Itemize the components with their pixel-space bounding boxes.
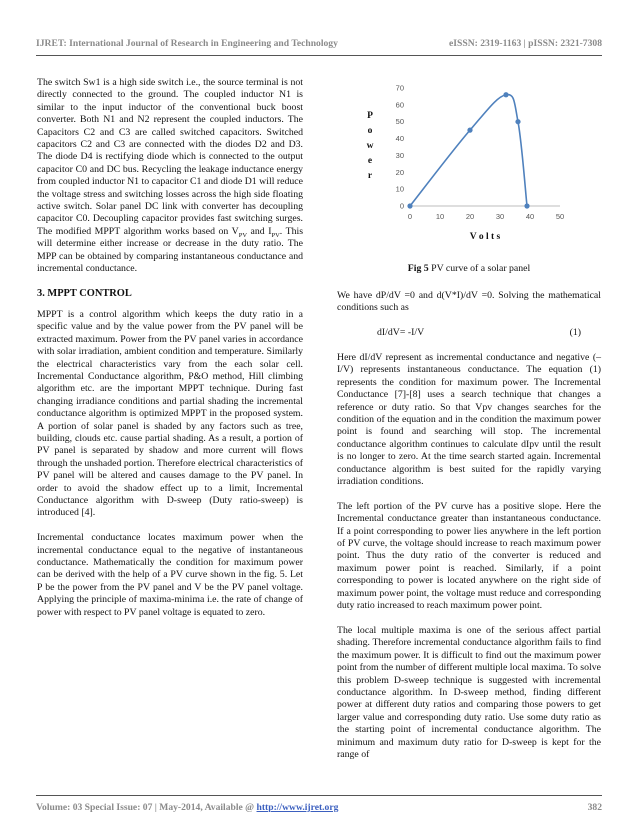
x-tick-label: 20 xyxy=(465,212,475,221)
x-tick-label: 10 xyxy=(435,212,445,221)
pv-curve-chart xyxy=(355,78,580,254)
x-tick-label: 50 xyxy=(555,212,565,221)
issn-text: eISSN: 2319-1163 | pISSN: 2321-7308 xyxy=(449,38,602,49)
footer-link[interactable]: http://www.ijret.org xyxy=(256,802,339,813)
section-heading: 3. MPPT CONTROL xyxy=(37,287,132,299)
left-column xyxy=(37,77,303,631)
x-tick-label: 0 xyxy=(407,212,413,221)
data-point xyxy=(503,92,508,97)
footer-volume: Volume: 03 Special Issue: 07 | May-2014, Available @ http://www.ijret.org xyxy=(36,802,339,813)
paragraph: The left portion of the PV curve has a positive slope. Here the Incremental conductance greater than instantaneous conductance. If a point corresponding to power lies anywhere in the left portion of PV curve, the voltage should increase to reach maximum power point. Thus the duty ratio of the converter is reduced and maximum power point is reached. Similarly, if a point corresponding to power is located anywhere on the right side of maximum power point, the voltage must reduce and corresponding duty ratio increased to reach maximum power point. xyxy=(337,500,601,612)
paragraph: We have dP/dV =0 and d(V*I)/dV =0. Solving the mathematical conditions such as xyxy=(337,290,601,314)
x-tick-label: 40 xyxy=(525,212,535,221)
data-point xyxy=(467,128,472,133)
y-label-letter: P xyxy=(367,111,373,121)
y-tick-label: 70 xyxy=(395,83,404,93)
y-tick-label: 60 xyxy=(395,100,404,110)
y-tick-label: 50 xyxy=(395,117,404,127)
paragraph: Incremental conductance locates maximum power when the incremental conductance equal to the negative of instantaneous conductance. Mathematically the condition for maximum power can be derived with the help of a PV curve shown in the fig. 5. Let P be the power from the PV panel and V be the PV panel voltage. Applying the principle of maxima-minima i.e. the rate of change of power with respect to PV panel voltage is equated to zero. xyxy=(37,532,303,618)
data-point xyxy=(515,119,520,124)
pv-curve-figure xyxy=(355,78,580,254)
equation-number: (1) xyxy=(569,327,581,339)
paragraph: Here dI/dV represent as incremental conductance and negative (–I/V) represents instantaneous conductance. The equation (1) represents the condition for maximum power. The Incremental Conductance [7]-[8] uses a search technique that changes a reference or duty ratio. So that Vpv changes searches for the condition of the equation and in the condition the maximum power point is found and searching will stop. The incremental conductance algorithm continues to calculate dIpv until the result is no longer to zero. At the time search started again. Incremental conductance algorithm is best suited for the rapidly varying irradiation conditions. xyxy=(337,352,601,488)
paragraph: The local multiple maxima is one of the serious affect partial shading. Therefore incremental conductance algorithm fails to find the maximum power. It is difficult to find out the maximum power point from the number of different multiple local maxima. To solve this problem D-sweep technique is suggested with incremental conductance algorithm. In D-sweep method, finding different power at different duty ratios and comparing those powers to get larger value and corresponding duty ratio. Use some duty ratio as the starting point of incremental conductance algorithm. The minimum and maximum duty ratio for D-sweep is kept for the range of xyxy=(337,624,601,760)
y-label-letter: w xyxy=(366,141,374,151)
y-label-letter: o xyxy=(367,126,373,136)
x-tick-label: 30 xyxy=(495,212,505,221)
data-point xyxy=(524,203,529,208)
figure-caption: Fig 5 PV curve of a solar panel xyxy=(407,263,531,274)
header-rule xyxy=(36,55,602,56)
y-tick-label: 20 xyxy=(395,167,404,177)
equation-1 xyxy=(337,327,601,339)
right-column xyxy=(337,290,601,774)
footer-rule xyxy=(36,795,602,796)
y-tick-label: 10 xyxy=(395,184,404,194)
x-axis-label: V o l t s xyxy=(469,232,501,242)
equation-text: dI/dV= -I/V xyxy=(377,327,425,339)
page-number: 382 xyxy=(587,802,602,813)
journal-title: IJRET: International Journal of Research in Engineering and Technology xyxy=(36,38,338,49)
paragraph: MPPT is a control algorithm which keeps the duty ratio in a specific value and by the value power from the PV panel will be extracted maximum. Power from the PV panel varies in accordance with solar irradiation, ambient condition and temperature. Similarly the electrical characteristics vary from the each solar cell. Incremental Conductance algorithm, P&O method, Hill climbing algorithm etc. are the important MPPT technique. During fast changing irradiance conditions and partial shading the incremental conductance algorithm is optimized MPPT in the proposed system. A portion of solar panel is shaded by any factors such as tree, building, clouds etc. cause partial shading. As a result, a portion of PV panel is separated by shadow and more current will flows through the unshaded portion. Therefore electrical characteristics of PV panel will be altered and causes damage to the PV panel. In order to avoid the shadow effect up to a limit, Incremental Conductance algorithm with D-sweep (Duty ratio-sweep) is introduced [4]. xyxy=(37,308,303,519)
series-line-power xyxy=(410,95,527,206)
y-label-letter: e xyxy=(367,156,373,166)
data-point xyxy=(407,203,412,208)
y-tick-label: 30 xyxy=(395,150,404,160)
y-tick-label: 40 xyxy=(395,134,404,144)
paragraph: The switch Sw1 is a high side switch i.e., the source terminal is not directly connected to the ground. The coupled inductor N1 is similar to the input inductor of the conventional buck boost converter. Both N1 and N2 represent the coupled inductors. The Capacitors C2 and C3 are called switched capacitors. Switched capacitors C2 and C3 are connected with the diodes D2 and D3. The diode D4 is rectifying diode which is connected to the output capacitor C0 and DC bus. Recycling the leakage inductance energy from coupled inductor N1 to capacitor C1 and diode D1 will reduce the voltage stress and switching losses across the high side floating active switch. Solar panel DC link with converter has decoupling capacitor C0. Decoupling capacitor provides fast switching surges. The modified MPPT algorithm works based on $V_{PV}$ and $I_{PV}$. This will determine either increase or decrease in the duty ratio. The MPP can be obtained by comparing instantaneous conductance and incremental conductance. xyxy=(37,77,304,275)
y-label-letter: r xyxy=(367,171,373,181)
y-tick-label: 0 xyxy=(399,201,404,211)
